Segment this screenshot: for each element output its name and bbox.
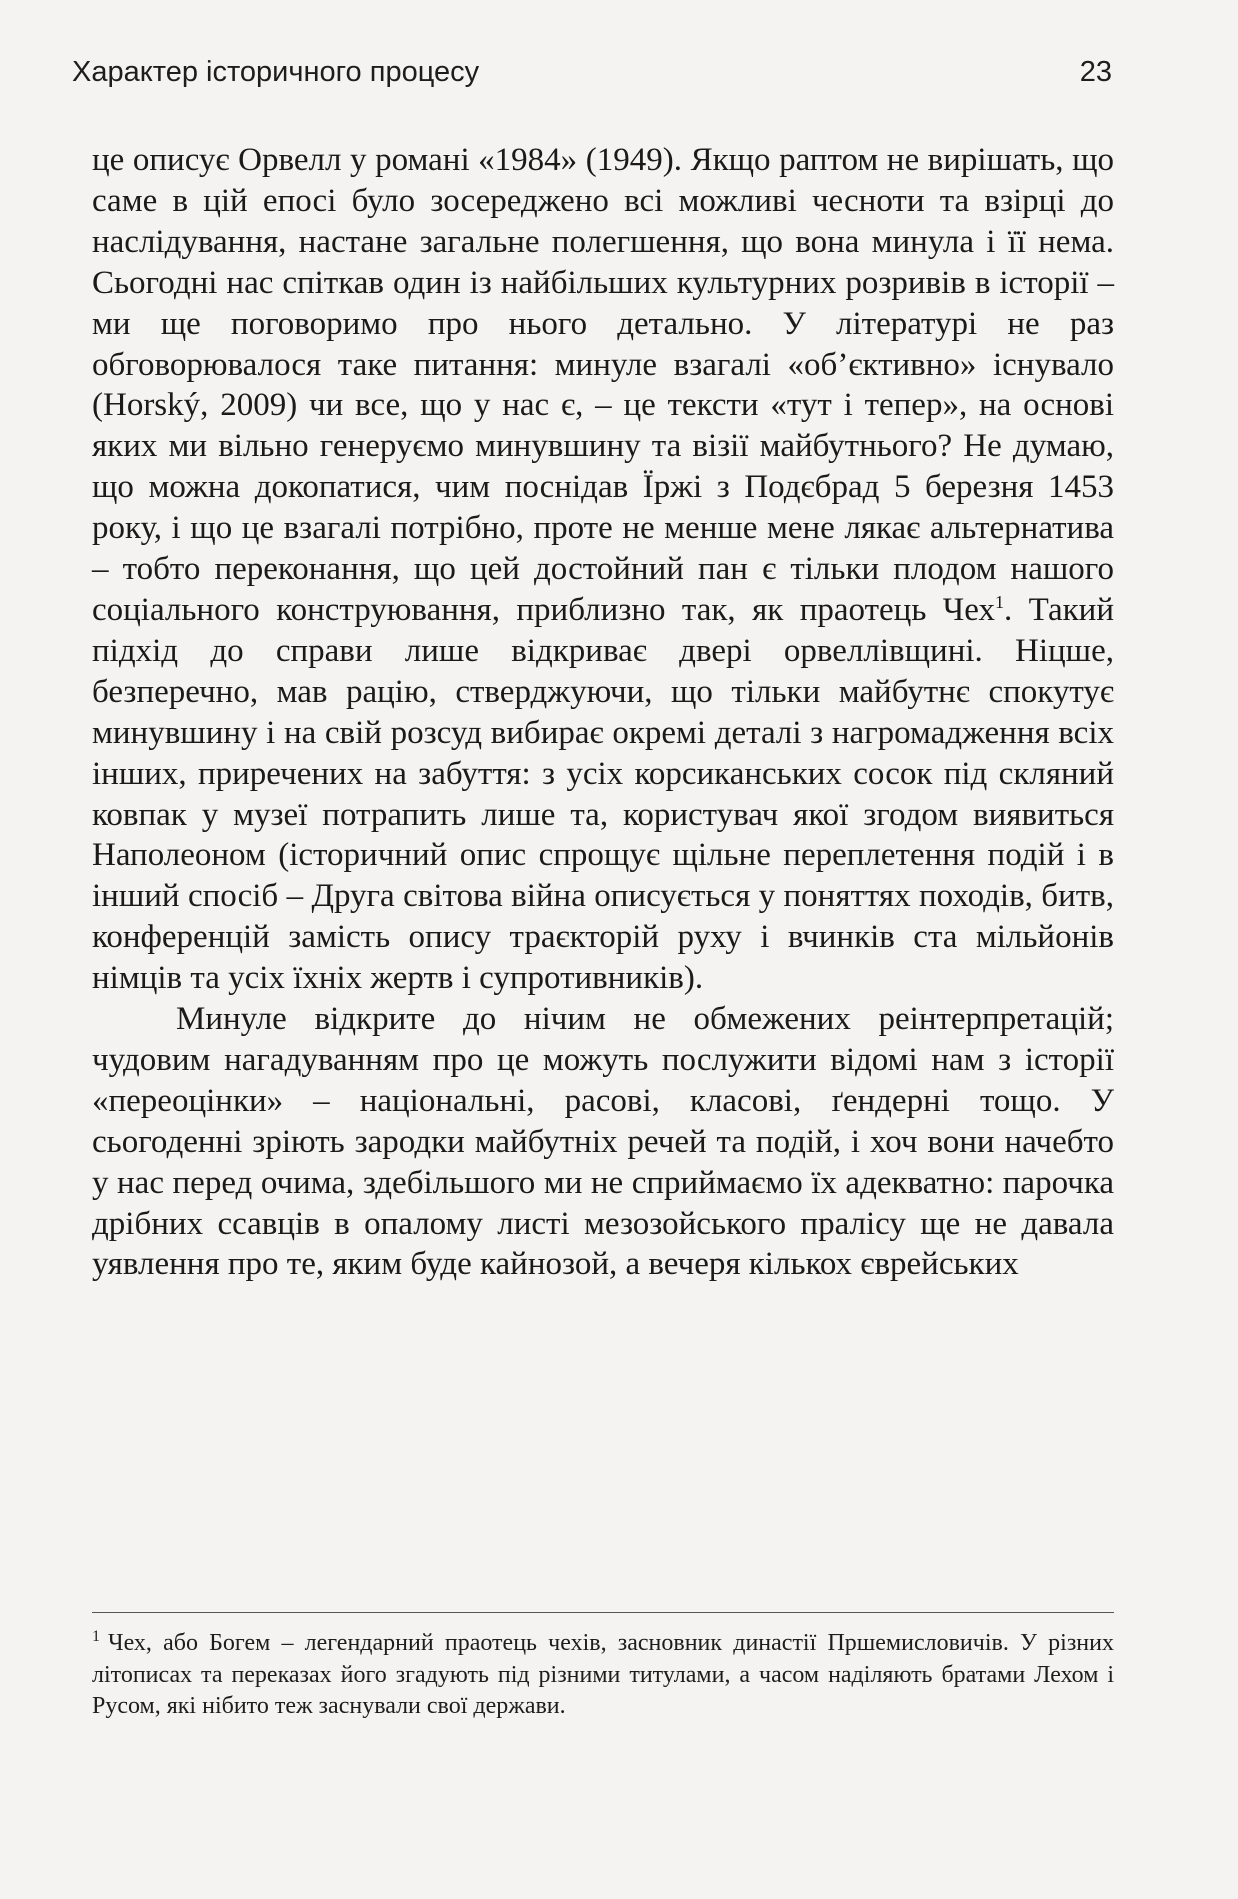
paragraph-2: Минуле відкрите до нічим не обмежених реінтерпретацій; чудовим нагадуванням про це можуть послужити відомі нам з історії «переоцінки» – національні, расові, класові, ґендерні тощо. У сьогоденні зріють зародки майбутніх речей та подій, і хоч вони начебто у нас перед очима, здебільшого ми не сприймаємо їх адекватно: парочка дрібних ссавців в опалому листі мезозойського пралісу ще не давала уявлення про те, яким буде кайнозой, а вечеря кількох єврейських bbox=[92, 1001, 1114, 1283]
footnote-divider bbox=[92, 1612, 1114, 1613]
footnote-text: Чех, або Богем – легендарний праотець чехів, засновник династії Пршемисловичів. У різних літописах та переказах його згадують під різними титулами, а часом наділяють братами Лехом і Русом, які нібито теж заснували свої держави. bbox=[92, 1630, 1114, 1719]
running-head bbox=[72, 56, 1112, 96]
paragraph-1-part-2: . Такий підхід до справи лише відкриває двері орвеллівщині. Ніцше, безперечно, мав рацію, стверджуючи, що тільки майбутнє спокутує минувшину і на свій розсуд вибирає окремі деталі з нагромадження всіх інших, приречених на забуття: з усіх корсиканських сосок під скляний ковпак у музеї потрапить лише та, користувач якої згодом виявиться Наполеоном (історичний опис спрощує щільне переплетення подій і в інший спосіб – Друга світова війна описується у поняттях походів, битв, конференцій замість опису траєкторій руху і вчинків ста мільйонів німців та усіх їхніх жертв і супротивників). bbox=[92, 591, 1114, 997]
footnote bbox=[92, 1628, 1114, 1723]
body-text bbox=[92, 140, 1114, 1285]
footnote-number: 1 bbox=[92, 1628, 100, 1645]
footnote-reference: 1 bbox=[994, 591, 1004, 612]
page-number: 23 bbox=[1079, 56, 1112, 88]
chapter-title: Характер історичного процесу bbox=[72, 56, 480, 88]
paragraph-1 bbox=[92, 140, 1114, 999]
paragraph-1-part-1: це описує Орвелл у романі «1984» (1949). Якщо раптом не вирішать, що саме в цій епосі було зосереджено всі можливі чесноти та взірці до наслідування, настане загальне полегшення, що вона минула і її нема. Сьогодні нас спіткав один із найбільших культурних розривів в історії – ми ще поговоримо про нього детально. У літературі не раз обговорювалося таке питання: минуле взагалі «об’єктивно» існувало (Horský, 2009) чи все, що у нас є, – це тексти «тут і тепер», на основі яких ми вільно генеруємо минувшину та візії майбутнього? Не думаю, що можна докопатися, чим поснідав Їржі з Подєбрад 5 березня 1453 року, і що це взагалі потрібно, проте не менше мене лякає альтернатива – тобто переконання, що цей достойний пан є тільки плодом нашого соціального конструювання, приблизно так, як праотець Чех bbox=[92, 142, 1114, 628]
